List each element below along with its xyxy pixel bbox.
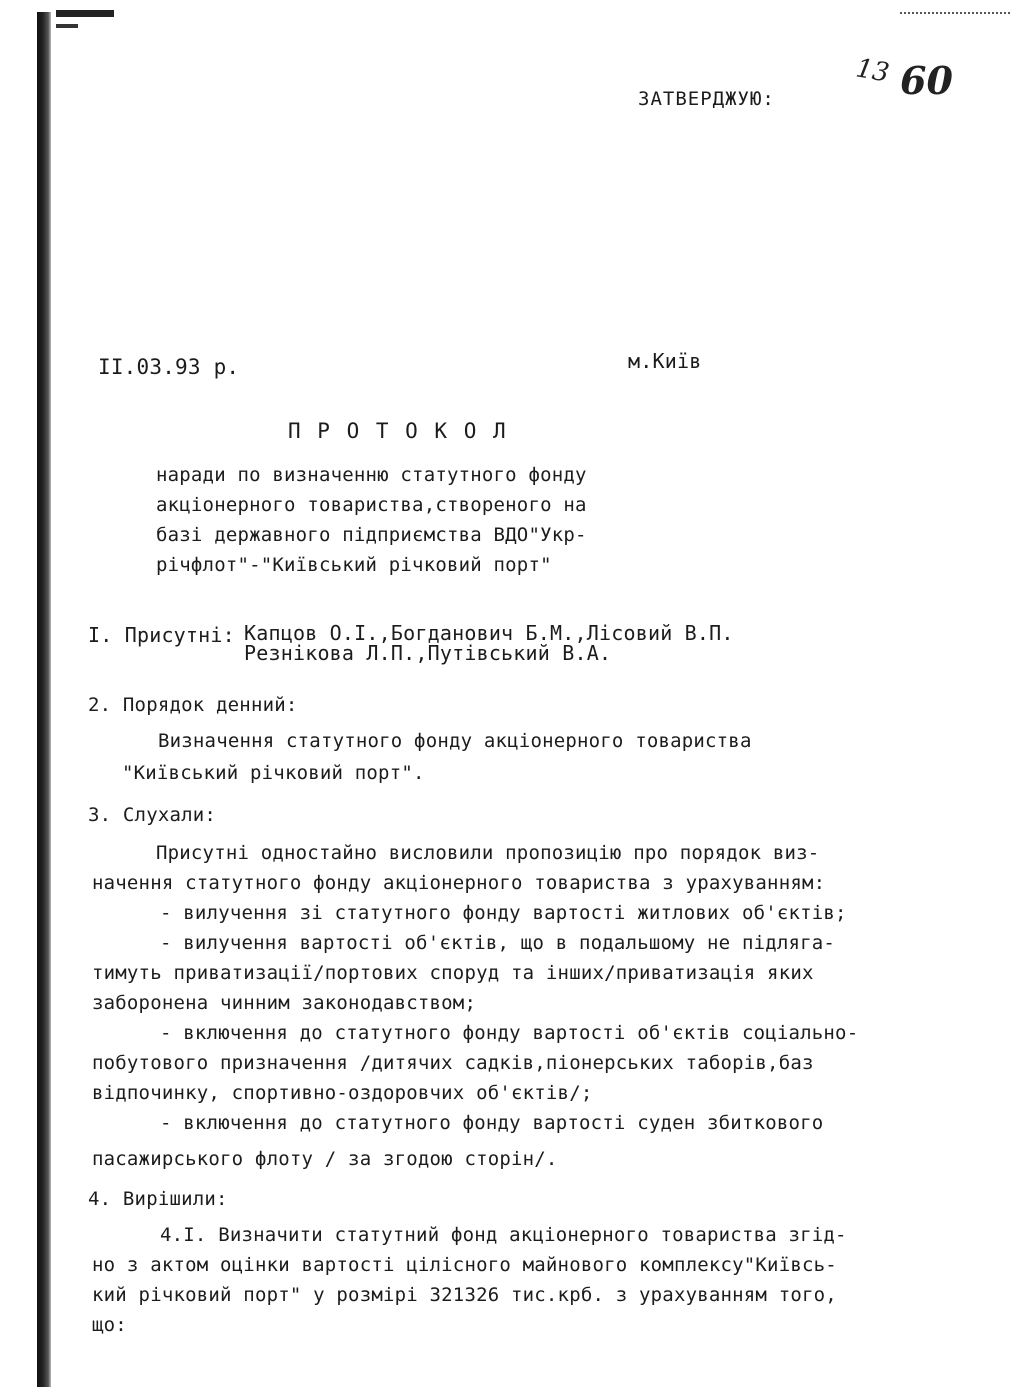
heard-line: - включення до статутного фонду вартості об'єктів соціально- — [160, 1022, 859, 1044]
heard-line: - включення до статутного фонду вартості суден збиткового — [160, 1112, 824, 1134]
document-date: II.03.93 р. — [98, 355, 240, 379]
decided-line: но з актом оцінки вартості цілісного майнового комплексу"Київсь- — [92, 1254, 837, 1276]
title-subtitle-line: базі державного підприємства ВДО"Укр- — [156, 524, 587, 546]
section-present-label: I. Присутні: — [88, 623, 235, 647]
scan-edge-shadow — [37, 12, 51, 1387]
decided-line: кий річковий порт" у розмірі 321326 тис.крб. з урахуванням того, — [92, 1284, 837, 1306]
present-line: Резнікова Л.П.,Путівський В.А. — [244, 641, 612, 665]
heard-line: тимуть приватизації/портових споруд та інших/приватизація яких — [92, 962, 814, 984]
agenda-line: "Київський річковий порт". — [122, 762, 425, 784]
title-subtitle-line: наради по визначенню статутного фонду — [156, 464, 587, 486]
document-title: П Р О Т О К О Л — [288, 419, 508, 443]
decided-line: 4.І. Визначити статутний фонд акціонерного товариства згід- — [160, 1224, 847, 1246]
section-decided-label: 4. Вирішили: — [88, 1188, 228, 1210]
heard-line: начення статутного фонду акціонерного товариства з урахуванням: — [92, 872, 826, 894]
approval-heading: ЗАТВЕРДЖУЮ: — [638, 88, 775, 110]
scan-mark — [56, 10, 114, 17]
heard-line: Присутні одностайно висловили пропозицію про порядок виз- — [156, 842, 820, 864]
heard-line: відпочинку, спортивно-оздоровчих об'єктів/; — [92, 1082, 593, 1104]
section-agenda-label: 2. Порядок денний: — [88, 694, 298, 716]
agenda-line: Визначення статутного фонду акціонерного товариства — [158, 730, 752, 752]
heard-line: - вилучення вартості об'єктів, що в подальшому не підляга- — [160, 932, 836, 954]
title-subtitle-line: акціонерного товариства,створеного на — [156, 494, 587, 516]
decided-line: що: — [92, 1314, 127, 1336]
title-subtitle-line: річфлот"-"Київський річковий порт" — [156, 554, 552, 576]
scan-dotted-line — [900, 12, 1010, 16]
heard-line: - вилучення зі статутного фонду вартості житлових об'єктів; — [160, 902, 847, 924]
scan-mark — [56, 24, 78, 28]
section-heard-label: 3. Слухали: — [88, 804, 217, 826]
document-place: м.Київ — [628, 349, 702, 373]
heard-line: побутового призначення /дитячих садків,піонерських таборів,баз — [92, 1052, 814, 1074]
folio-number-large: 60 — [900, 58, 953, 103]
heard-line: заборонена чинним законодавством; — [92, 992, 477, 1014]
folio-number-small: 13 — [853, 53, 892, 89]
present-line: Капцов О.І.,Богданович Б.М.,Лісовий В.П. — [244, 621, 734, 645]
heard-line: пасажирського флоту / за згодою сторін/. — [92, 1148, 558, 1170]
